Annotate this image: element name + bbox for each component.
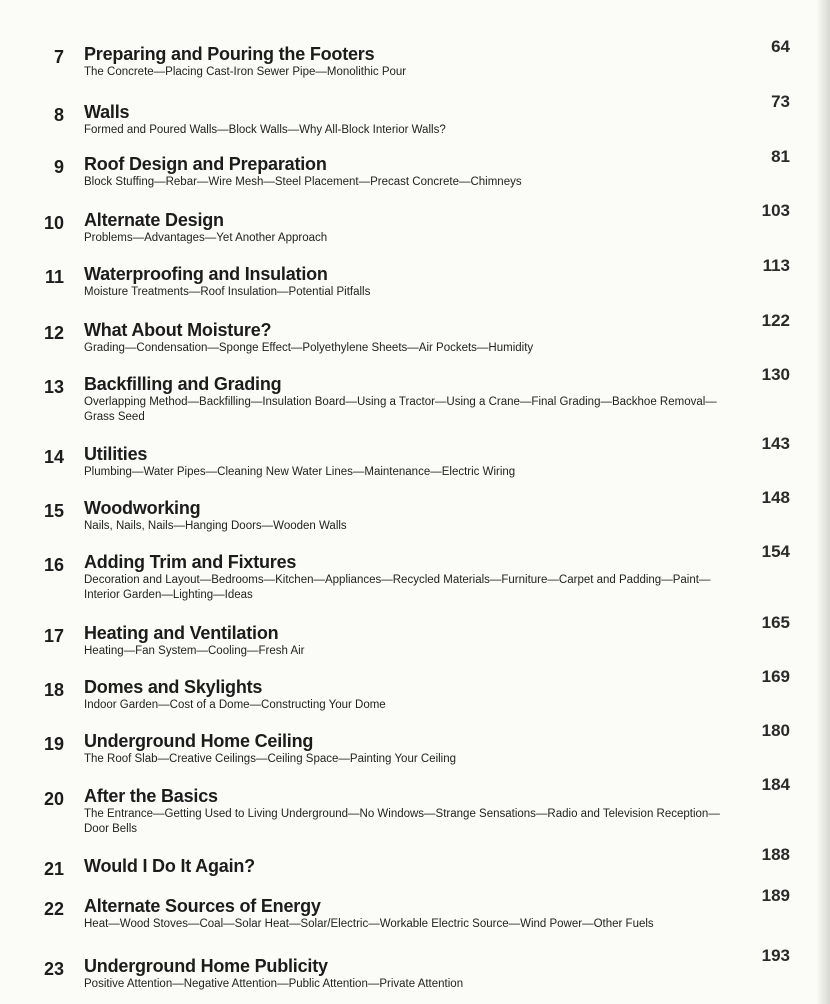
page-number: 64: [771, 37, 790, 56]
chapter-number: 10: [43, 213, 64, 233]
chapter-number: 16: [43, 555, 64, 575]
chapter-subtitle: Heating—Fan System—Cooling—Fresh Air: [84, 645, 305, 657]
chapter-number: 11: [44, 267, 64, 287]
chapter-subtitle: Plumbing—Water Pipes—Cleaning New Water Lines—Maintenance—Electric Wiring: [84, 466, 516, 478]
chapter-subtitle: The Concrete—Placing Cast-Iron Sewer Pipe—Monolithic Pour: [84, 66, 407, 78]
chapter-subtitle: The Roof Slab—Creative Ceilings—Ceiling Space—Painting Your Ceiling: [84, 753, 457, 765]
chapter-subtitle: Overlapping Method—Backfilling—Insulation Board—Using a Tractor—Using a Crane—Final Grading—Backhoe Removal—Grass Seed: [84, 396, 717, 423]
chapter-number: 12: [43, 323, 64, 343]
page-number: 73: [771, 92, 790, 111]
chapter-title: Walls: [84, 102, 130, 122]
page-number: 113: [762, 256, 790, 275]
chapter-number: 23: [43, 959, 64, 979]
page-number: 184: [761, 775, 790, 794]
chapter-number: 18: [43, 680, 64, 700]
chapter-number: 17: [43, 626, 64, 646]
chapter-subtitle: Heat—Wood Stoves—Coal—Solar Heat—Solar/Electric—Workable Electric Source—Wind Power—Other Fuels: [84, 918, 654, 930]
chapter-subtitle: Formed and Poured Walls—Block Walls—Why All-Block Interior Walls?: [84, 124, 446, 136]
chapter-number: 21: [43, 859, 64, 879]
chapter-number: 15: [43, 501, 64, 521]
chapter-subtitle: Decoration and Layout—Bedrooms—Kitchen—Appliances—Recycled Materials—Furniture—Carpet and Padding—Paint—Interior Garden—Lighting—Ideas: [84, 574, 711, 601]
chapter-title: Waterproofing and Insulation: [84, 264, 328, 284]
page-number: 81: [771, 147, 790, 166]
chapter-title: Alternate Design: [84, 210, 224, 230]
page-number: 189: [761, 886, 790, 905]
chapter-number: 13: [43, 377, 64, 397]
chapter-title: Preparing and Pouring the Footers: [84, 44, 375, 64]
page-number: 193: [761, 946, 790, 965]
page-number: 148: [761, 488, 790, 507]
chapter-title: Domes and Skylights: [84, 677, 263, 697]
chapter-subtitle: Problems—Advantages—Yet Another Approach: [84, 232, 328, 244]
page-number: 180: [761, 721, 790, 740]
chapter-number: 19: [43, 734, 64, 754]
chapter-title: Underground Home Publicity: [84, 956, 328, 976]
chapter-title: Underground Home Ceiling: [84, 731, 314, 751]
chapter-title: After the Basics: [84, 786, 218, 806]
chapter-title: Heating and Ventilation: [84, 623, 279, 643]
page-number: 154: [761, 542, 790, 561]
chapter-subtitle: The Entrance—Getting Used to Living Underground—No Windows—Strange Sensations—Radio and Television Reception—Door Bells: [84, 808, 720, 835]
chapter-title: Roof Design and Preparation: [84, 154, 327, 174]
page-number: 130: [761, 365, 790, 384]
page-number: 165: [761, 613, 790, 632]
chapter-title: Adding Trim and Fixtures: [84, 552, 297, 572]
chapter-subtitle: Moisture Treatments—Roof Insulation—Potential Pitfalls: [84, 286, 371, 298]
page-number: 188: [761, 845, 790, 864]
chapter-number: 8: [53, 105, 64, 125]
chapter-title: Woodworking: [84, 498, 201, 518]
chapter-number: 20: [43, 789, 64, 809]
chapter-title: Would I Do It Again?: [84, 856, 255, 876]
chapter-title: Backfilling and Grading: [84, 374, 282, 394]
chapter-subtitle: Indoor Garden—Cost of a Dome—Constructing Your Dome: [84, 699, 386, 711]
page-number: 143: [761, 434, 790, 453]
chapter-number: 22: [43, 899, 64, 919]
chapter-title: Alternate Sources of Energy: [84, 896, 321, 916]
chapter-subtitle: Block Stuffing—Rebar—Wire Mesh—Steel Placement—Precast Concrete—Chimneys: [84, 176, 522, 188]
chapter-number: 7: [53, 47, 64, 67]
page-number: 122: [761, 311, 790, 330]
page-number: 103: [761, 201, 790, 220]
chapter-subtitle: Nails, Nails, Nails—Hanging Doors—Wooden Walls: [84, 520, 347, 532]
chapter-number: 9: [53, 157, 64, 177]
page-edge-shadow: [816, 0, 830, 1004]
chapter-title: What About Moisture?: [84, 320, 272, 340]
page-number: 169: [761, 667, 790, 686]
chapter-subtitle: Positive Attention—Negative Attention—Public Attention—Private Attention: [84, 978, 464, 990]
chapter-title: Utilities: [84, 444, 148, 464]
chapter-number: 14: [43, 447, 64, 467]
chapter-subtitle: Grading—Condensation—Sponge Effect—Polyethylene Sheets—Air Pockets—Humidity: [84, 342, 534, 354]
